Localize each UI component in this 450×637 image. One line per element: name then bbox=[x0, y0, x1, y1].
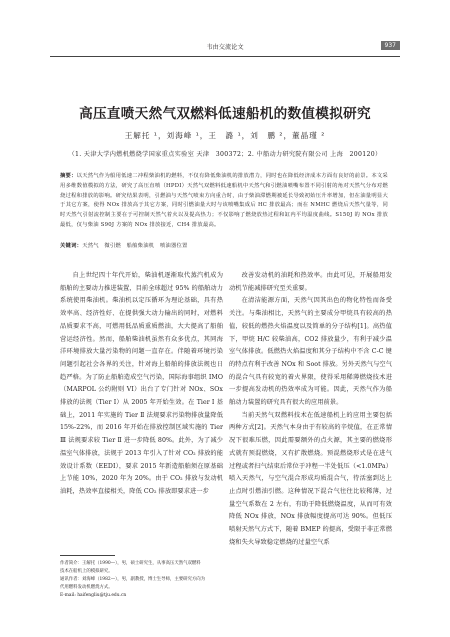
footnote-email: E-mail: haifengliu@tju.edu.cn bbox=[60, 593, 127, 598]
body-paragraph: 当前天然气双燃料技术在低速船机上的应用主要包括两种方式[2]。天然气本身由于有较高的辛烷值，在正常情况下很难压燃，因此需要额外的点火源，其主要的燃烧形式就有预混燃烧，又有扩散燃烧。预混燃烧形式是在进气过程或者扫气结束后常位于冲程一半处低压（<1.0MPa）喷入天然气，与空气混合形成均质混合气，待活塞到达上止点时引燃油引燃。这种情况下混合气往往比较稀薄，过量空气系数在 2 左右，有助于降低燃烧温度，从而可有效降低 NOx 排放，NOx 排放幅度提高可达 90%。但低压喷射天然气方式下，随着 BMEP 的提高，受限于非正常燃烧和失火导致稳定燃烧的过量空气系 bbox=[229, 411, 392, 546]
body-paragraph: 自上世纪四十年代开始，柴油机逐渐取代蒸汽机成为船舶的主要动力推进装置，目前全球超过 95% 的船舶动力系统使用柴油机。柴油机以定压循环为理论基础，具有热效率高、经济性好、在提供强大动力输出的同时，对燃料品质要求不高，可燃用低品质重质燃油，大大提高了船舶营运经济性。然而，船舶柴油机虽然有众多优点，其同海洋环境排放大量污染物的问题一直存在。伴随着环境污染问题引起社会各界的关注，针对海上船舶的排放法规也日趋严格。为了防止船舶造成空气污染，国际海事组织 IMO（MARPOL 公约附则 VI）出台了专门针对 NOx、SOx 排放的法规（Tier Ⅰ）从 2005 年开始生效。在 Tier Ⅰ 基础上，2011 年实施的 Tier Ⅱ 法规要求污染物排放量降低 15%-22%，而 2016 年开始在排放控制区域实施的 Tier Ⅲ 法规要求较 Tier Ⅱ 进一步降低 80%。此外，为了减少温室气体排放，法规于 2013 年引入了针对 CO₂ 排放的能效设计系数（EEDI），要求 2015 年新造船舶须在原基础上节能 10%，2020 年为 20%。由于 CO₂ 排放与发动机油耗，热效率直接相关，降低 CO₂ 排放即要求进一步 bbox=[60, 272, 224, 495]
footnote-line: 技术在船机上的模拟研究。 bbox=[60, 569, 113, 574]
abstract-text: 以天然气作为船用低速二冲程柴油机的燃料，不仅有降低柴油机的排放潜力，同时也在降低经济成本方面有良好的前景。本文采用多维数值模拟的方法，研究了高压直喷（HPDI）天然气双燃料低速船机中天然气和引燃油喷嘴布置不同引射的角对天然气分布对燃烧过程和排放的影响。研究结果表明，引燃油与天然气喷束方向重合时，由于柴油滞燃期被延长导致初始压升率增加，但在油量明显大于其它方案，使得 NOx 排放高于其它方案，同时引燃油量大时与该喷嘴集成后 HC 排放最高；而在 NMHC 燃烧后天然气量等，同时天然气引射流控制主要在于可控制天然气着火以及提高热力；不仅影响了燃烧放热过程和缸内平均温度曲线。S150J 的 NOx 排放最低，仅与柴油 S90J 方案的 NOx 排放接近，CH4 排放最高。 bbox=[60, 173, 388, 228]
keywords-label: 关键词： bbox=[60, 243, 83, 249]
paper-title: 高压直喷天然气双燃料低速船机的数值模拟研究 bbox=[79, 106, 371, 122]
body-column-right bbox=[229, 270, 392, 549]
abstract-label: 摘要： bbox=[60, 173, 77, 179]
page-number: 937 bbox=[381, 41, 400, 50]
author-list: 王解托 ¹，刘海峰 ¹，王 潞 ¹，刘 鹏 ²，董晶瑾 ² bbox=[124, 131, 326, 140]
keywords-text: 天然气 微引燃 船舶柴油机 喷油器位置 bbox=[82, 243, 188, 249]
body-paragraph: 在清洁能源方面，天然气因其出色的物化特性而备受关注。与柴油相比，天然气的主要成分甲烷具有较高的热值，较低的燃热火焰温度以及简单的分子结构[1]。高热值下，甲烷 H/C 较柴油高，CO2 排放量少，有利于减少温室气体排放。低燃热火焰温度和其分子结构中不含 C-C 键的特点有利于改善 NOx 和 Soot 排放。另外天然气与空气的混合气具有较宽的着火界限，使得采用稀薄燃烧技术进一步提高发动机的热效率成为可能。因此，天然气作为船舶动力装置的研究具有很大的应用前景。 bbox=[229, 297, 392, 407]
running-header bbox=[50, 41, 400, 55]
body-paragraph: 改善发动机的油耗和热效率。由此可见，开展船用发动机节能减排研究至关重要。 bbox=[229, 272, 392, 292]
keywords bbox=[60, 241, 388, 249]
body-column-left bbox=[60, 270, 223, 499]
footnote-rule bbox=[60, 555, 115, 556]
affiliation: （1. 天津大学内燃机燃烧学国家重点实验室 天津 300372；2. 中船动力研究院有限公司 上海 200120） bbox=[68, 151, 382, 158]
header-rule bbox=[50, 56, 400, 57]
footnote-line: 作者简介：王解托（1990—），男，硕士研究生，从事高压天然气双燃料 bbox=[60, 561, 201, 566]
column-name: 韦由交流论文 bbox=[206, 44, 244, 51]
abstract bbox=[60, 172, 388, 231]
footnote-line: 代用燃料发动机燃烧方式。 bbox=[60, 585, 113, 590]
footnote bbox=[60, 560, 225, 600]
footnote-line: 通讯作者：刘海峰（1982—），男，副教授，博士生导师，主要研究方向为 bbox=[60, 577, 206, 582]
